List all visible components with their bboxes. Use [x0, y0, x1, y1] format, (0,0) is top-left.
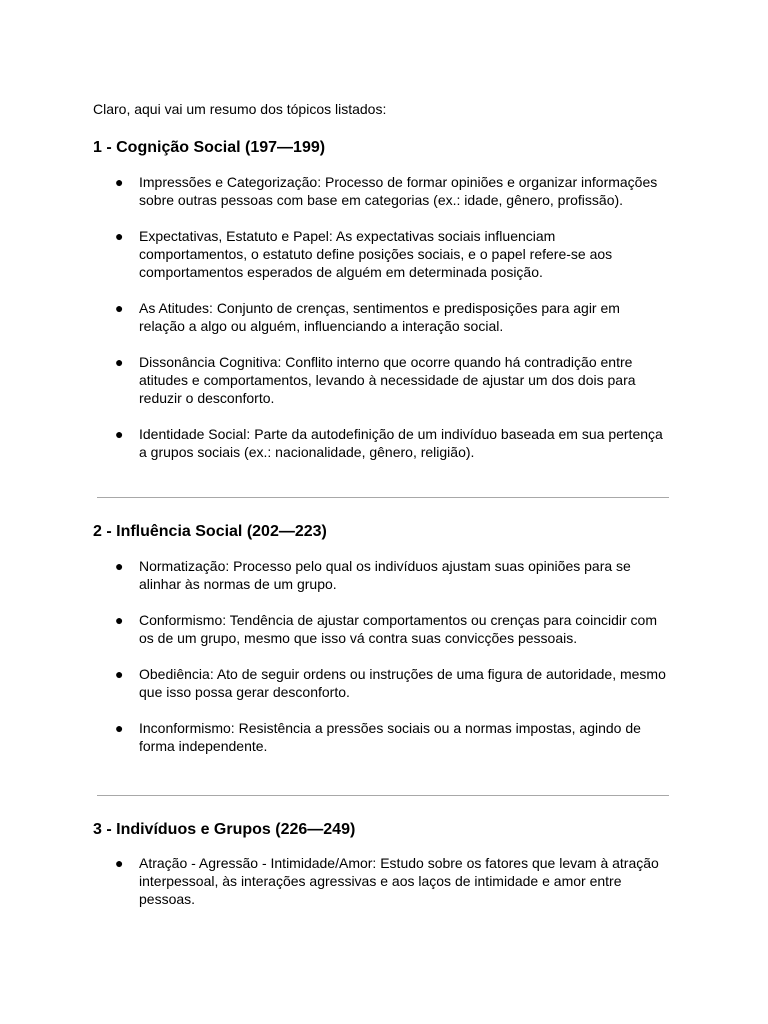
list-item: ● Expectativas, Estatuto e Papel: As expectativas sociais influenciam comportamentos, o estatuto define posições sociais, e o papel refere-se aos comportamentos esperados de alguém em determinada posição.	[115, 228, 613, 280]
bullet-icon: ●	[115, 558, 124, 574]
list-item: ● Conformismo: Tendência de ajustar comportamentos ou crenças para coincidir com os de um grupo, mesmo que isso vá contra suas convicções pessoais.	[115, 612, 657, 646]
section-divider	[97, 795, 669, 796]
bullet-list	[93, 173, 683, 461]
section-heading: 3 - Indivíduos e Grupos (226—249)	[93, 821, 356, 838]
bullet-icon: ●	[115, 354, 124, 370]
bullet-list	[93, 557, 683, 755]
bullet-icon: ●	[115, 612, 124, 628]
bullet-icon: ●	[115, 300, 124, 316]
bullet-list	[93, 854, 683, 908]
section-heading: 1 - Cognição Social (197—199)	[93, 139, 326, 156]
section-individuos-grupos	[93, 820, 683, 908]
bullet-icon: ●	[115, 720, 124, 736]
list-item: ● Normatização: Processo pelo qual os indivíduos ajustam suas opiniões para se alinhar às normas de um grupo.	[115, 558, 631, 592]
list-item: ● Impressões e Categorização: Processo de formar opiniões e organizar informações sobre outras pessoas com base em categorias (ex.: idade, gênero, profissão).	[115, 174, 658, 208]
list-item: ● Identidade Social: Parte da autodefinição de um indivíduo baseada em sua pertença a grupos sociais (ex.: nacionalidade, gênero, religião).	[115, 426, 663, 460]
list-item: ● As Atitudes: Conjunto de crenças, sentimentos e predisposições para agir em relação a algo ou alguém, influenciando a interação social.	[115, 300, 620, 334]
bullet-icon: ●	[115, 666, 124, 682]
section-cognicao-social	[93, 138, 683, 461]
section-heading: 2 - Influência Social (202—223)	[93, 523, 327, 540]
list-item: ● Obediência: Ato de seguir ordens ou instruções de uma figura de autoridade, mesmo que isso possa gerar desconforto.	[115, 666, 666, 700]
intro-text: Claro, aqui vai um resumo dos tópicos listados:	[93, 101, 387, 117]
section-divider	[97, 497, 669, 498]
section-influencia-social	[93, 522, 683, 755]
bullet-icon: ●	[115, 426, 124, 442]
bullet-icon: ●	[115, 855, 124, 871]
list-item: ● Dissonância Cognitiva: Conflito interno que ocorre quando há contradição entre atitudes e comportamentos, levando à necessidade de ajustar um dos dois para reduzir o desconforto.	[115, 354, 636, 406]
list-item: ● Atração - Agressão - Intimidade/Amor: Estudo sobre os fatores que levam à atração interpessoal, às interações agressivas e aos laços de intimidade e amor entre pessoas.	[115, 855, 659, 907]
bullet-icon: ●	[115, 228, 124, 244]
bullet-icon: ●	[115, 174, 124, 190]
list-item: ● Inconformismo: Resistência a pressões sociais ou a normas impostas, agindo de forma independente.	[115, 720, 641, 754]
